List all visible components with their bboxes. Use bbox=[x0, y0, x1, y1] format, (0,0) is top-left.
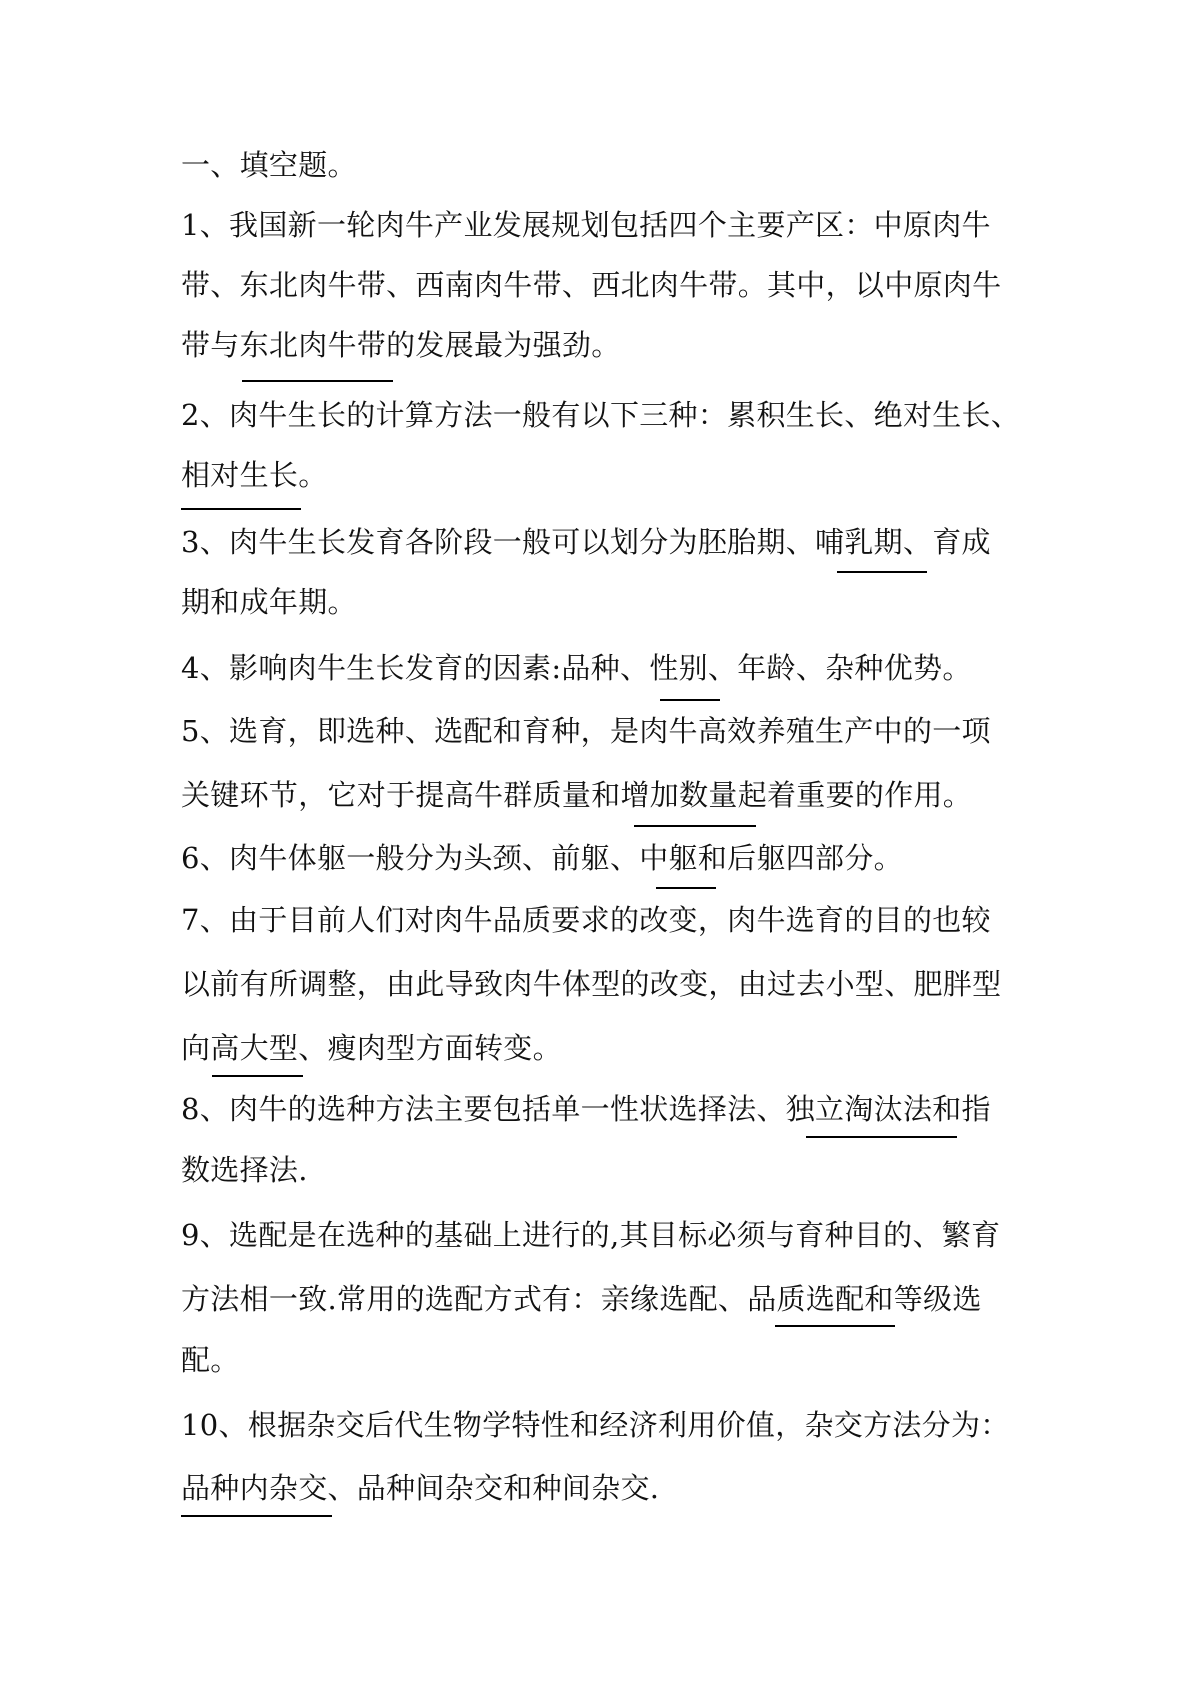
answer-underline-10 bbox=[181, 1515, 332, 1517]
question-9-line-2: 方法相一致.常用的选配方式有：亲缘选配、品质选配和等级选 bbox=[181, 1282, 982, 1316]
answer-underline-4 bbox=[660, 699, 720, 701]
question-8-line-1: 8、肉牛的选种方法主要包括单一性状选择法、独立淘汰法和指 bbox=[181, 1092, 991, 1126]
answer-underline-2 bbox=[181, 508, 301, 510]
question-8-line-2: 数选择法. bbox=[181, 1153, 308, 1187]
question-9-line-1: 9、选配是在选种的基础上进行的,其目标必须与育种目的、繁育 bbox=[181, 1218, 1001, 1252]
question-7-line-3: 向高大型、瘦肉型方面转变。 bbox=[181, 1031, 562, 1065]
answer-underline-1 bbox=[242, 380, 393, 382]
question-4-line-1: 4、影响肉牛生长发育的因素:品种、性别、年龄、杂种优势。 bbox=[181, 651, 972, 685]
question-2-line-1: 2、肉牛生长的计算方法一般有以下三种：累积生长、绝对生长、 bbox=[181, 398, 1021, 432]
question-6-line-1: 6、肉牛体躯一般分为头颈、前躯、中躯和后躯四部分。 bbox=[181, 841, 903, 875]
question-2-line-2: 相对生长。 bbox=[181, 458, 328, 492]
question-10-line-2: 品种内杂交、品种间杂交和种间杂交. bbox=[181, 1471, 660, 1505]
answer-underline-3 bbox=[837, 571, 927, 573]
question-1-line-3: 带与东北肉牛带的发展最为强劲。 bbox=[181, 328, 621, 362]
question-9-line-3: 配。 bbox=[181, 1343, 240, 1377]
answer-underline-8 bbox=[806, 1136, 957, 1138]
answer-underline-6 bbox=[656, 887, 716, 889]
question-5-line-2: 关键环节，它对于提高牛群质量和增加数量起着重要的作用。 bbox=[181, 778, 973, 812]
question-7-line-2: 以前有所调整，由此导致肉牛体型的改变，由过去小型、肥胖型 bbox=[181, 967, 1002, 1001]
answer-underline-5 bbox=[634, 825, 756, 827]
question-5-line-1: 5、选育，即选种、选配和育种，是肉牛高效养殖生产中的一项 bbox=[181, 714, 991, 748]
question-10-line-1: 10、根据杂交后代生物学特性和经济利用价值，杂交方法分为： bbox=[181, 1408, 1010, 1442]
question-7-line-1: 7、由于目前人们对肉牛品质要求的改变，肉牛选育的目的也较 bbox=[181, 903, 991, 937]
question-1-line-1: 1、我国新一轮肉牛产业发展规划包括四个主要产区：中原肉牛 bbox=[181, 208, 991, 242]
answer-underline-9 bbox=[775, 1325, 895, 1327]
question-1-line-2: 带、东北肉牛带、西南肉牛带、西北肉牛带。其中，以中原肉牛 bbox=[181, 268, 1002, 302]
question-3-line-1: 3、肉牛生长发育各阶段一般可以划分为胚胎期、哺乳期、育成 bbox=[181, 525, 991, 559]
question-3-line-2: 期和成年期。 bbox=[181, 585, 357, 619]
answer-underline-7 bbox=[212, 1075, 303, 1077]
section-heading: 一、填空题。 bbox=[181, 148, 357, 182]
